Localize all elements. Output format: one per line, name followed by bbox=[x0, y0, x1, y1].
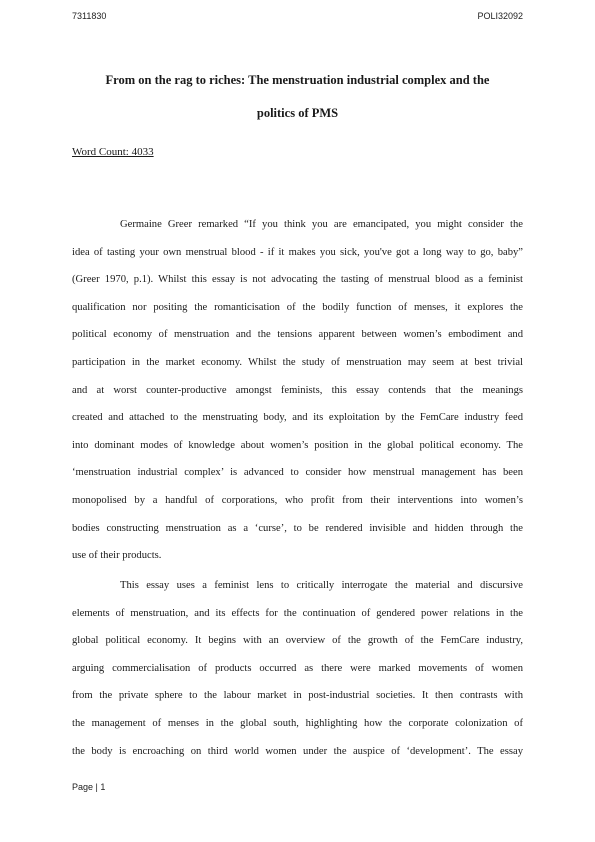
paragraph-line: ‘menstruation industrial complex’ is advanced to consider how menstrual management has been bbox=[72, 467, 523, 479]
paragraph-line: the management of menses in the global south, highlighting how the corporate colonization of bbox=[72, 717, 523, 729]
paragraph-line: the body is encroaching on third world women under the auspice of ‘development’. The essay bbox=[72, 745, 523, 757]
header-course-code: POLI32092 bbox=[477, 11, 523, 21]
paragraph-line: and at worst counter-productive amongst feminists, this essay contends that the meanings bbox=[72, 384, 523, 396]
paragraph-line: This essay uses a feminist lens to critically interrogate the material and discursive bbox=[120, 580, 523, 591]
paragraph-line: arguing commercialisation of products occurred as there were marked movements of women bbox=[72, 662, 523, 674]
paragraph-line: elements of menstruation, and its effects for the continuation of gendered power relations in the bbox=[72, 607, 523, 619]
header-student-id: 7311830 bbox=[72, 11, 107, 21]
paragraph-line: created and attached to the menstruating body, and its exploitation by the FemCare industry feed bbox=[72, 412, 523, 424]
paragraph-line: from the private sphere to the labour market in post-industrial societies. It then contrasts with bbox=[72, 690, 523, 702]
paragraph-line: use of their products. bbox=[72, 550, 162, 562]
paragraph-line: idea of tasting your own menstrual blood - if it makes you sick, you've got a long way to go, baby” bbox=[72, 246, 523, 258]
essay-title-line-1: From on the rag to riches: The menstruation industrial complex and the bbox=[105, 73, 490, 87]
essay-title-line-2: politics of PMS bbox=[256, 106, 339, 120]
paragraph-line: participation in the market economy. Whilst the study of menstruation may seem at best trivial bbox=[72, 356, 523, 368]
paragraph-line: monopolised by a handful of corporations, who profit from their interventions into women’s bbox=[72, 494, 523, 506]
paragraph-2 bbox=[72, 572, 523, 765]
paragraph-line: bodies constructing menstruation as a ‘curse’, to be rendered invisible and hidden through the bbox=[72, 522, 523, 534]
paragraph-line: global political economy. It begins with an overview of the growth of the FemCare industry, bbox=[72, 635, 523, 647]
word-count: Word Count: 4033 bbox=[72, 146, 154, 158]
paragraph-line: political economy of menstruation and the tensions apparent between women’s embodiment and bbox=[72, 329, 523, 341]
paragraph-line: Germaine Greer remarked “If you think you are emancipated, you might consider the bbox=[120, 219, 523, 230]
paragraph-line: into dominant modes of knowledge about women’s position in the global political economy. The bbox=[72, 439, 523, 451]
page-number: Page | 1 bbox=[72, 782, 106, 792]
paragraph-1 bbox=[72, 211, 523, 570]
paragraph-line: (Greer 1970, p.1). Whilst this essay is not advocating the tasting of menstrual blood as a feminist bbox=[72, 274, 523, 286]
paragraph-line: qualification nor positing the romanticisation of the bodily function of menses, it explores the bbox=[72, 301, 523, 313]
